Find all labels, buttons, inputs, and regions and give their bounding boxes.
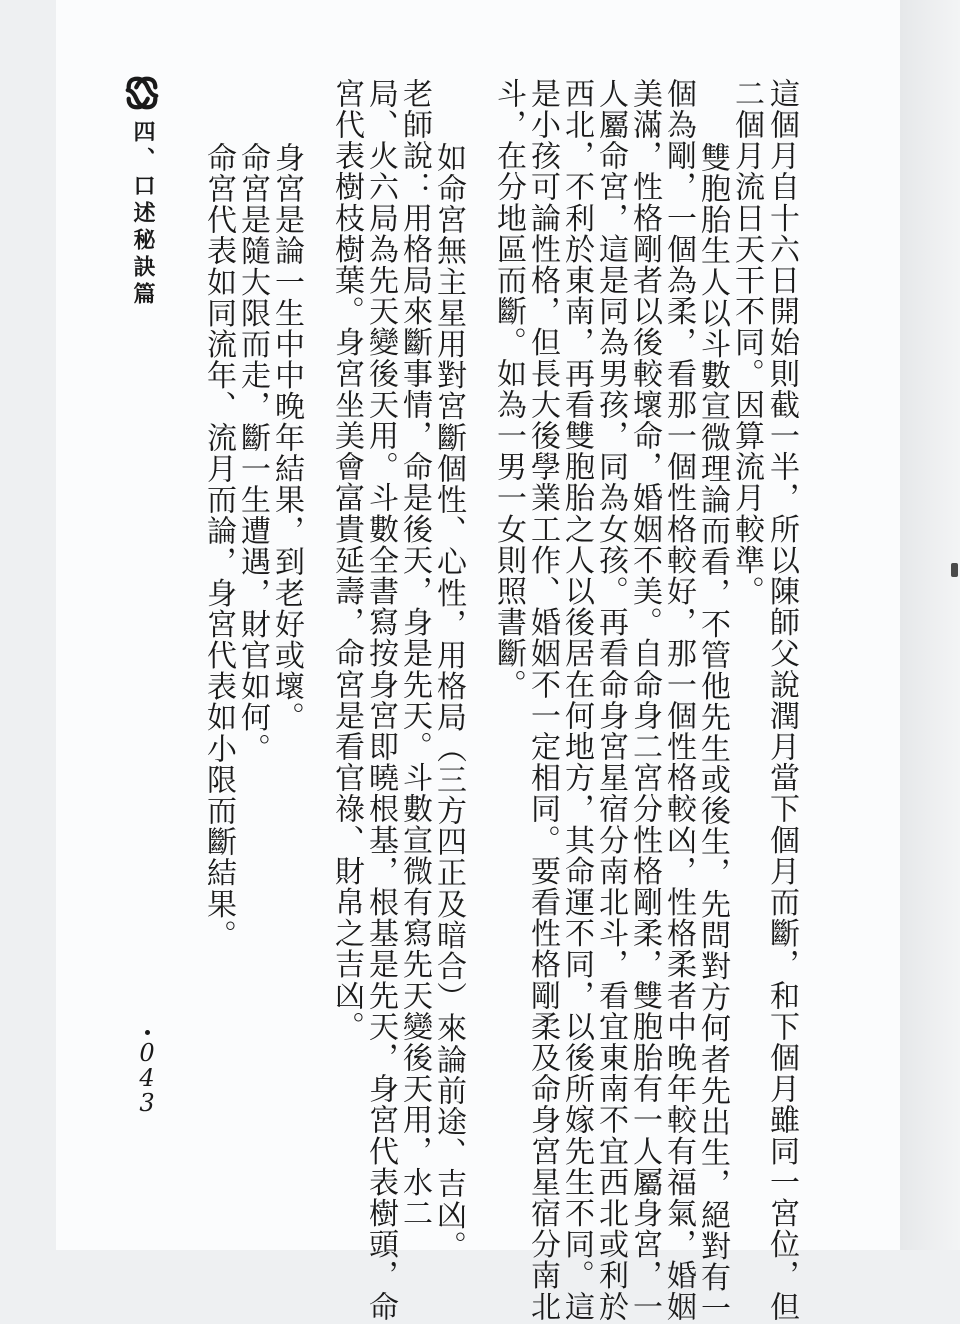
text-column-9: 斗，在分地區而斷。如為一男一女則照書斷。 — [491, 78, 526, 700]
page-number-digit-3: 3 — [139, 1089, 155, 1117]
text-column-6: 人屬命宮，這是同為男孩，同為女孩。再看命身宮星宿分南北斗，看宜東南不宜西北或利於 — [593, 78, 628, 1322]
text-column-11: 老師說：用格局來斷事情，命是後天，身是先天。斗數宣微有寫先天變後天用，水二 — [397, 78, 432, 1229]
text-column-5: 美滿，性格剛者以後較壞命，婚姻不美。自命身二宮分性格剛柔，雙胞胎有一人屬身宮，一 — [627, 78, 662, 1322]
text-column-4: 個為剛，一個為柔，看那一個性格較好，那一個性格較凶，性格柔者中晚年較有福氣，婚姻 — [661, 78, 696, 1322]
text-column-15: 命宮是隨大限而走，斷一生遭遇，財官如何。 — [235, 142, 270, 764]
text-column-16: 命宮代表如同流年、流月而論，身宮代表如小限而斷結果。 — [201, 142, 236, 951]
page-edge-shadow — [900, 0, 960, 1250]
edge-mark — [951, 563, 958, 577]
text-column-2: 二個月流日天干不同。因算流月較準。 — [729, 78, 764, 607]
text-column-12: 局、火六局為先天變後天用。斗數全書寫按身宮即曉根基，根基是先天，身宮代表樹頭，命 — [363, 78, 398, 1322]
text-column-10: 如命宮無主星用對宮斷個性、心性，用格局（三方四正及暗合）來論前途、吉凶。 — [431, 142, 466, 1262]
text-column-3: 雙胞胎生人以斗數宣微理論而看，不管他先生或後生，先問對方何者先出生，絕對有一 — [695, 142, 730, 1324]
text-column-14: 身宮是論一生中中晚年結果，到老好或壞。 — [269, 142, 304, 733]
page-number-digit-2: 4 — [139, 1064, 155, 1092]
text-column-7: 西北，不利於東南，再看雙胞胎之人以後居在何地方，其命運不同，以後所嫁先生不同。這 — [559, 78, 594, 1322]
text-column-1: 這個月自十六日開始則截一半，所以陳師父說潤月當下個月而斷，和下個月雖同一宮位，但 — [764, 78, 799, 1322]
page-number — [134, 1030, 160, 1116]
page-number-dot — [145, 1030, 150, 1035]
double-knot-emblem-icon — [123, 74, 161, 112]
section-header-title: 四、口述秘訣篇 — [130, 120, 155, 309]
text-column-13: 宮代表樹枝樹葉。身宮坐美會富貴延壽，命宮是看官祿、財帛之吉凶。 — [329, 78, 364, 1043]
text-column-8: 是小孩可論性格，但長大後學業工作、婚姻不一定相同。要看性格剛柔及命身宮星宿分南北 — [525, 78, 560, 1322]
page-number-digit-1: 0 — [139, 1039, 155, 1067]
